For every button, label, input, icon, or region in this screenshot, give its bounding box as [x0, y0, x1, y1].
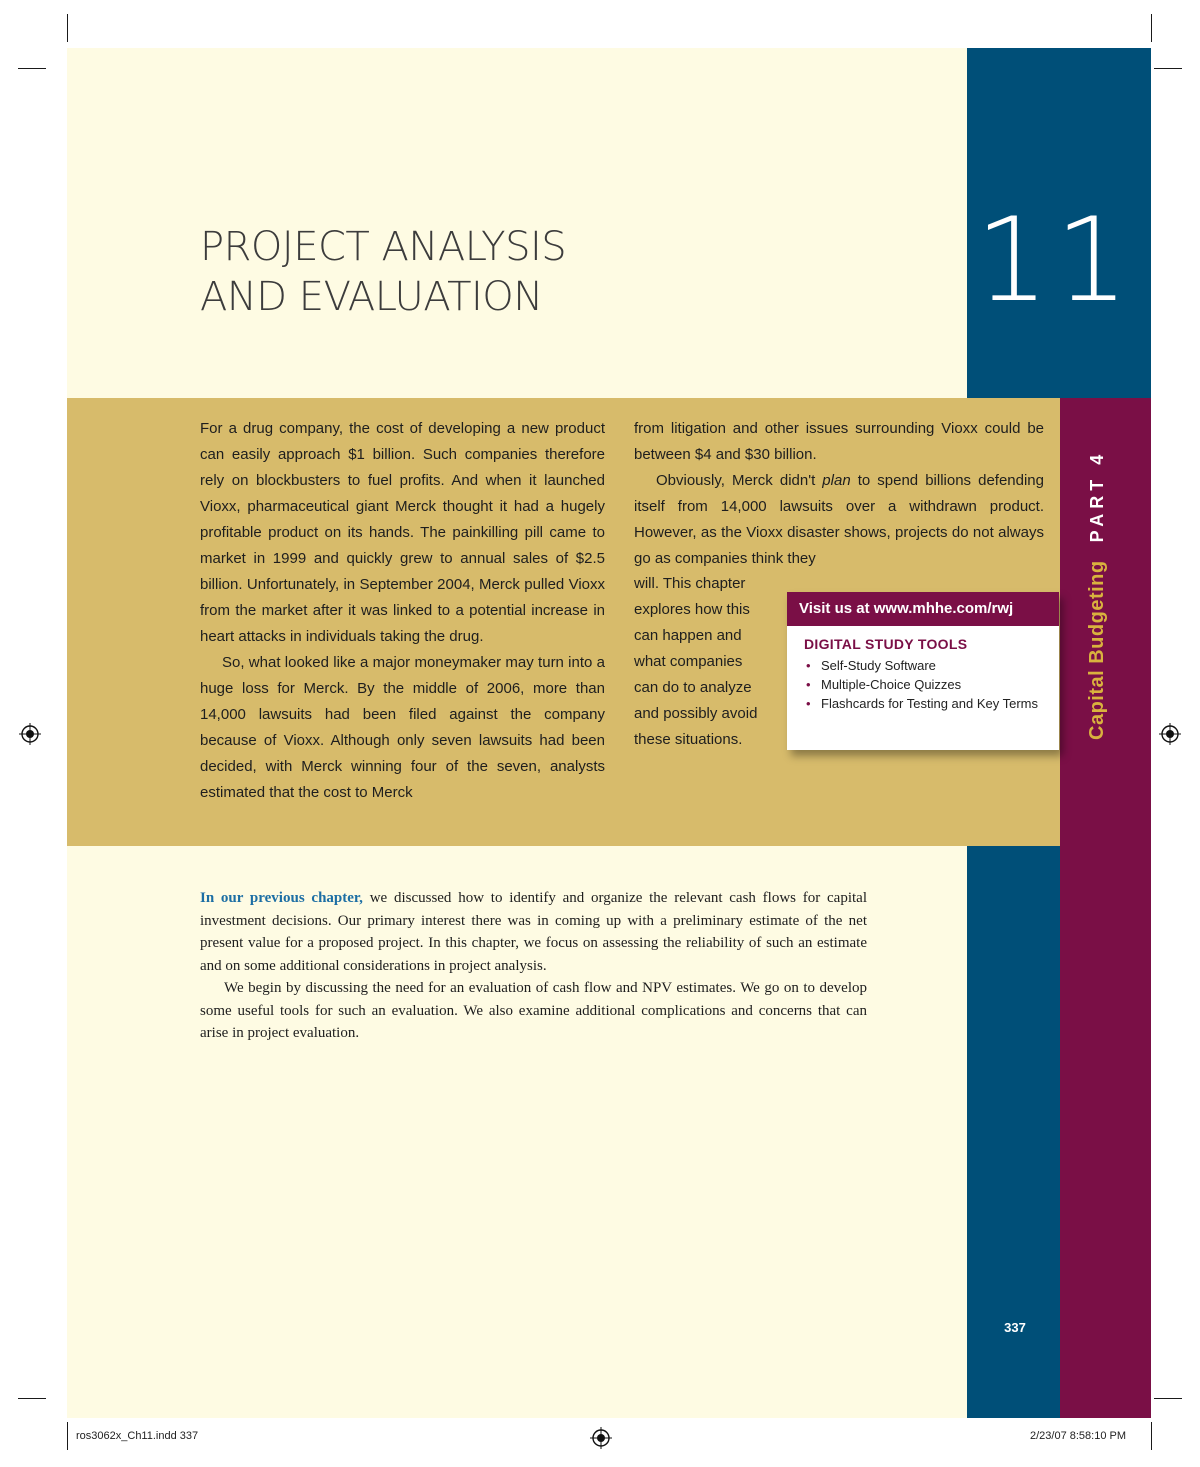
chapter-title-line2: AND EVALUATION: [200, 274, 543, 320]
crop-mark: [18, 68, 46, 69]
crop-mark: [1154, 1398, 1182, 1399]
registration-target-icon: [1159, 723, 1181, 745]
study-tools-list: [787, 656, 1059, 713]
crop-mark: [67, 1422, 68, 1450]
study-tools-url-link[interactable]: Visit us at www.mhhe.com/rwj: [787, 592, 1059, 626]
registration-target-icon: [19, 723, 41, 745]
chapter-title: [200, 222, 820, 322]
study-tool-item: Self-Study Software: [821, 658, 936, 673]
body-paragraph: We begin by discussing the need for an evaluation of cash flow and NPV estimates. We go on to develop some useful tools for such an evaluation. We also examine additional complications and concerns that can arise in project evaluation.: [200, 980, 867, 1041]
intro-column-left: [200, 416, 605, 806]
study-tool-item: Flashcards for Testing and Key Terms: [821, 696, 1039, 711]
crop-mark: [67, 14, 68, 42]
chapter-title-line1: PROJECT ANALYSIS: [200, 224, 567, 270]
intro-emphasis: plan: [822, 472, 851, 489]
bullet-icon: •: [806, 677, 811, 692]
crop-mark: [1151, 14, 1152, 42]
body-paragraph: [200, 887, 867, 977]
page-number: 337: [1004, 1320, 1026, 1335]
digital-study-tools-box: [787, 592, 1059, 750]
part-vertical-label: [1077, 420, 1117, 740]
intro-column-right: [634, 416, 1044, 572]
study-tools-title: DIGITAL STUDY TOOLS: [804, 636, 968, 652]
intro-paragraph: For a drug company, the cost of developing a new product can easily approach $1 billion. Such companies therefore rely on blockbusters to fuel profits. And when it launched Vioxx, pharmaceutical giant Merck thought it had a hugely profitable product on its hands. The painkilling pill came to market in 1999 and quickly grew to annual sales of $2.5 billion. Unfortunately, in September 2004, Merck pulled Vioxx from the market after it was linked to a potential increase in heart attacks in individuals taking the drug.: [200, 420, 605, 645]
list-item: [804, 675, 1059, 694]
body-text: we discussed how to identify and organize the relevant cash flows for capital investment decisions. Our primary interest there was in coming up with a preliminary estimate of the net present value for a proposed project. In this chapter, we focus on assessing the reliability of such an estimate and on some additional considerations in project analysis.: [200, 890, 867, 974]
crop-mark: [18, 1398, 46, 1399]
intro-paragraph: [634, 468, 1044, 572]
intro-paragraph: So, what looked like a major moneymaker may turn into a huge loss for Merck. By the middle of 2006, more than 14,000 lawsuits had been filed against the company because of Vioxx. Although only seven lawsuits had been decided, with Merck winning four of the seven, analysts estimated that the cost to Merck: [200, 654, 605, 801]
intro-column-right-narrow: [634, 571, 764, 753]
list-item: [804, 656, 1059, 675]
bullet-icon: •: [806, 658, 811, 673]
chapter-body-text: [200, 887, 867, 1045]
part-number: PART 4: [1086, 449, 1107, 543]
slug-filename: ros3062x_Ch11.indd 337: [76, 1430, 199, 1442]
chapter-number: 11: [975, 193, 1135, 328]
intro-paragraph: from litigation and other issues surrounding Vioxx could be between $4 and $30 billion.: [634, 420, 1044, 463]
list-item: [804, 694, 1059, 713]
intro-text: to spend billions defending itself from 14,000 lawsuits over a withdrawn product. However, as the Vioxx disaster shows, projects do not always go as companies think they: [634, 472, 1044, 567]
crop-mark: [1151, 1422, 1152, 1450]
study-tool-item: Multiple-Choice Quizzes: [821, 677, 962, 692]
registration-target-icon: [590, 1427, 612, 1449]
intro-text: Obviously, Merck didn't: [656, 472, 823, 489]
bullet-icon: •: [806, 696, 811, 711]
crop-mark: [1154, 68, 1182, 69]
part-name: Capital Budgeting: [1085, 560, 1108, 740]
slug-timestamp: 2/23/07 8:58:10 PM: [1029, 1430, 1126, 1442]
body-lead-in: In our previous chapter,: [200, 890, 363, 906]
intro-paragraph: will. This chapter explores how this can happen and what companies can do to analyze and possibly avoid these situations.: [634, 575, 758, 748]
